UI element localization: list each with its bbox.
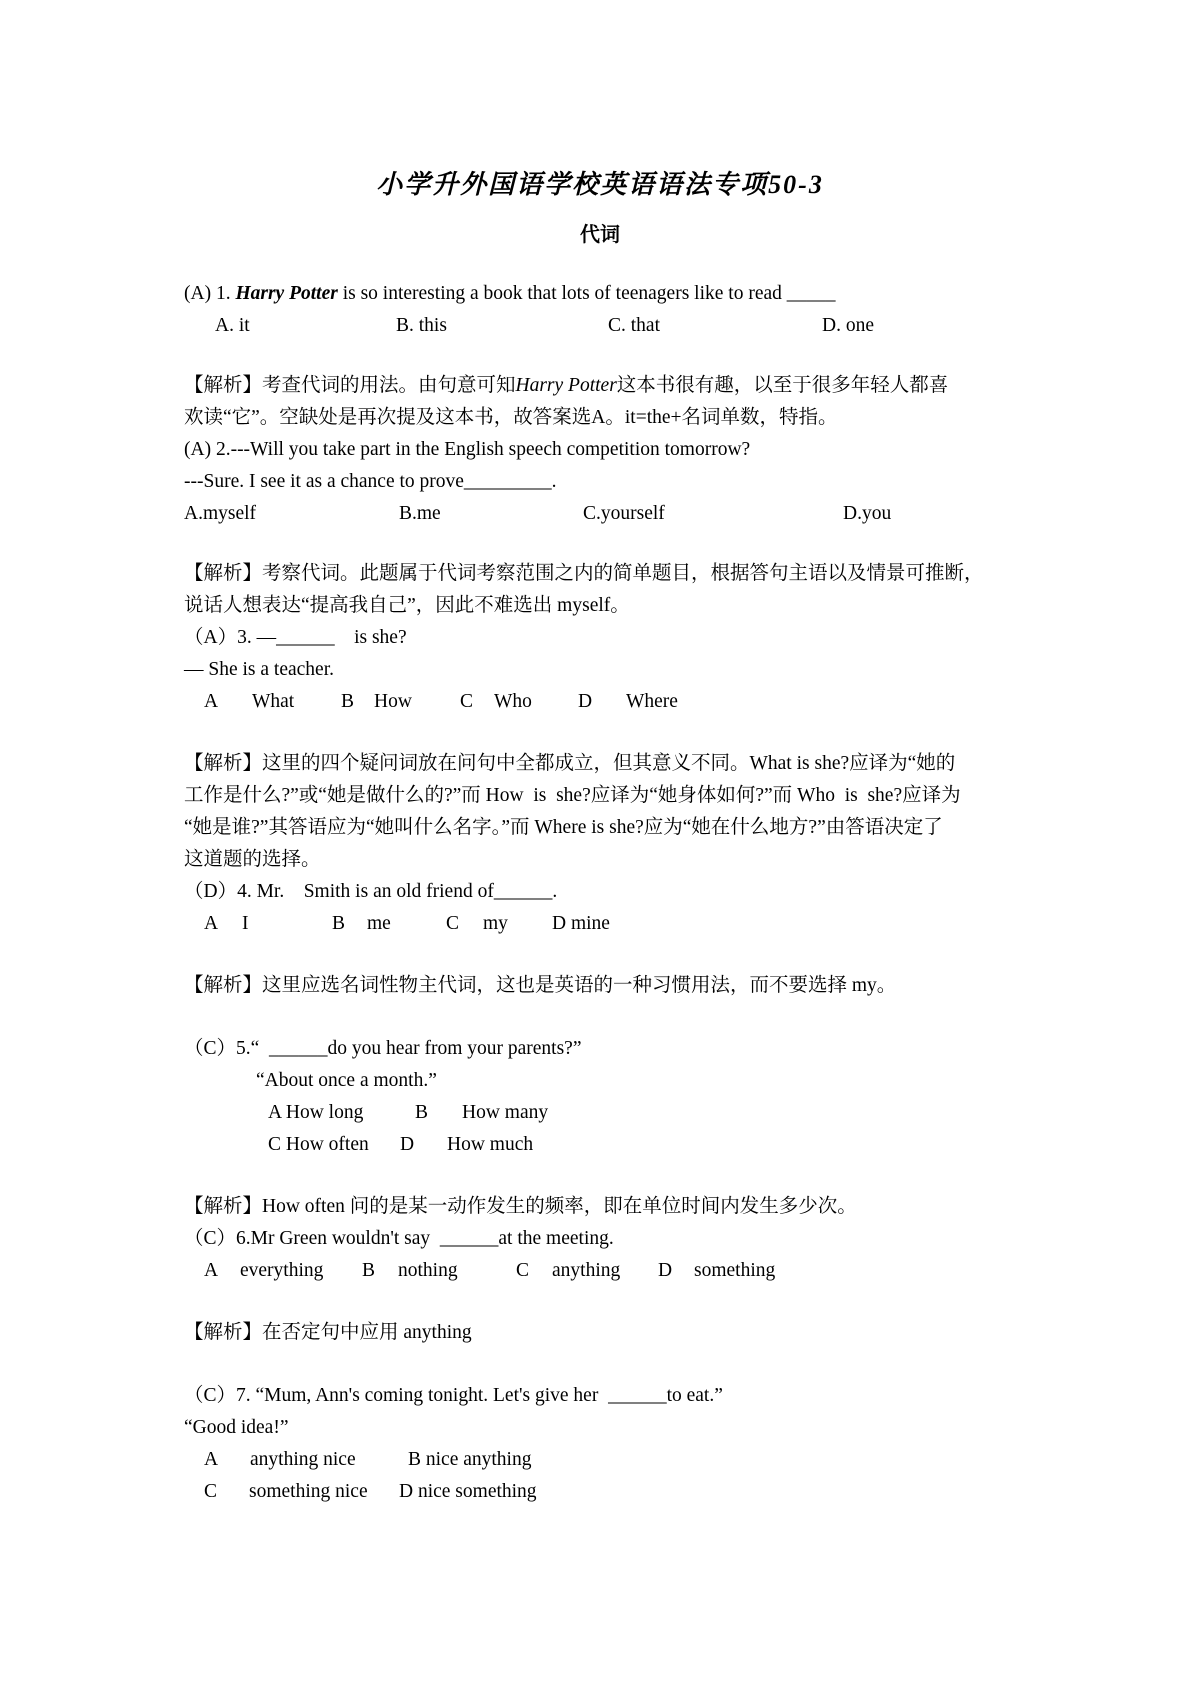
q3-option-a-letter: A xyxy=(204,691,219,712)
q4-option-a-letter: A xyxy=(204,913,219,934)
q6-option-d-letter: D xyxy=(658,1260,673,1281)
q3-option-b-letter: B xyxy=(341,691,355,712)
q1-analysis-book-title: Harry Potter xyxy=(515,375,617,396)
q1-analysis-text: 【解析】考查代词的用法。由句意可知 xyxy=(184,375,516,396)
q5-option-b-letter: B xyxy=(415,1102,429,1123)
q3-option-b: How xyxy=(374,691,412,712)
q6-option-b: nothing xyxy=(398,1260,458,1281)
q4-option-a: I xyxy=(242,913,249,934)
q4-option-c: my xyxy=(483,913,508,934)
question-4: （D）4. Mr. Smith is an old friend of______. xyxy=(184,881,558,902)
q2-answer-line: ---Sure. I see it as a chance to prove_________. xyxy=(184,471,557,492)
q3-option-a: What xyxy=(252,691,295,712)
q2-option-b: B.me xyxy=(399,503,441,524)
q4-option-b-letter: B xyxy=(332,913,346,934)
q3-option-c-letter: C xyxy=(460,691,474,712)
q5-option-c: C How often xyxy=(268,1134,369,1155)
q2-analysis-line-1: 【解析】考察代词。此题属于代词考察范围之内的简单题目，根据答句主语以及情景可推断， xyxy=(184,563,984,584)
q6-option-a-letter: A xyxy=(204,1260,219,1281)
q1-option-d: D. one xyxy=(822,315,874,336)
q5-option-a: A How long xyxy=(268,1102,364,1123)
q4-analysis: 【解析】这里应选名词性物主代词，这也是英语的一种习惯用法，而不要选择 my。 xyxy=(184,975,897,996)
q1-analysis-text-cont: 这本书很有趣，以至于很多年轻人都喜 xyxy=(616,375,949,396)
question-7: （C）7. “Mum, Ann's coming tonight. Let's give her ______to eat.” xyxy=(184,1385,723,1406)
q1-text: is so interesting a book that lots of teenagers like to read _____ xyxy=(337,283,836,304)
q2-analysis-line-2: 说话人想表达“提高我自己”，因此不难选出 myself。 xyxy=(184,595,630,616)
q5-analysis: 【解析】How often 问的是某一动作发生的频率，即在单位时间内发生多少次。 xyxy=(184,1196,857,1217)
q5-answer-line: “About once a month.” xyxy=(256,1070,437,1091)
q5-option-d-letter: D xyxy=(400,1134,415,1155)
q3-analysis-line-3: “她是谁?”其答语应为“她叫什么名字。”而 Where is she?应为“她在什么地方?”由答语决定了 xyxy=(184,817,943,838)
q7-option-a: anything nice xyxy=(250,1449,356,1470)
q7-option-b: B nice anything xyxy=(408,1449,532,1470)
q1-option-c: C. that xyxy=(608,315,660,336)
question-1 xyxy=(184,284,836,304)
q3-option-d-letter: D xyxy=(578,691,593,712)
question-3: （A）3. —______ is she? xyxy=(184,627,407,648)
q2-option-c: C.yourself xyxy=(583,503,665,524)
q6-option-d: something xyxy=(694,1260,776,1281)
q2-option-d: D.you xyxy=(843,503,892,524)
q1-option-b: B. this xyxy=(396,315,447,336)
q1-option-a: A. it xyxy=(215,315,250,336)
q1-book-title: Harry Potter xyxy=(235,283,338,304)
q6-option-b-letter: B xyxy=(362,1260,376,1281)
q4-option-c-letter: C xyxy=(446,913,460,934)
q7-option-a-letter: A xyxy=(204,1449,219,1470)
q5-option-b: How many xyxy=(462,1102,549,1123)
q1-prefix: (A) 1. xyxy=(184,283,236,304)
q6-option-c: anything xyxy=(552,1260,621,1281)
q3-analysis-line-1: 【解析】这里的四个疑问词放在问句中全都成立，但其意义不同。What is she?应译为“她的 xyxy=(184,753,956,774)
q3-option-d: Where xyxy=(626,691,678,712)
question-2: (A) 2.---Will you take part in the English speech competition tomorrow? xyxy=(184,439,751,460)
q6-option-c-letter: C xyxy=(516,1260,530,1281)
q2-option-a: A.myself xyxy=(184,503,257,524)
q7-option-c-letter: C xyxy=(204,1481,218,1502)
q1-analysis-line-1 xyxy=(184,376,948,396)
q6-analysis: 【解析】在否定句中应用 anything xyxy=(184,1322,472,1343)
q3-analysis-line-2: 工作是什么?”或“她是做什么的?”而 How is she?应译为“她身体如何?”而 Who is she?应译为 xyxy=(184,785,961,806)
q3-answer-line: — She is a teacher. xyxy=(184,659,334,680)
q3-analysis-line-4: 这道题的选择。 xyxy=(184,849,321,870)
q7-option-c: something nice xyxy=(249,1481,368,1502)
q1-analysis-line-2: 欢读“它”。空缺处是再次提及这本书，故答案选A。it=the+名词单数，特指。 xyxy=(184,407,838,428)
page-title: 小学升外国语学校英语语法专项50-3 xyxy=(376,170,824,199)
q3-option-c: Who xyxy=(494,691,532,712)
q6-option-a: everything xyxy=(240,1260,324,1281)
q7-answer-line: “Good idea!” xyxy=(184,1417,289,1438)
question-5: （C）5.“ ______do you hear from your parents?” xyxy=(184,1038,582,1059)
question-6: （C）6.Mr Green wouldn't say ______at the meeting. xyxy=(184,1228,614,1249)
q5-option-d: How much xyxy=(447,1134,534,1155)
section-subtitle: 代词 xyxy=(580,224,620,246)
q4-option-d: D mine xyxy=(552,913,610,934)
q7-option-d: D nice something xyxy=(399,1481,537,1502)
q4-option-b: me xyxy=(367,913,391,934)
